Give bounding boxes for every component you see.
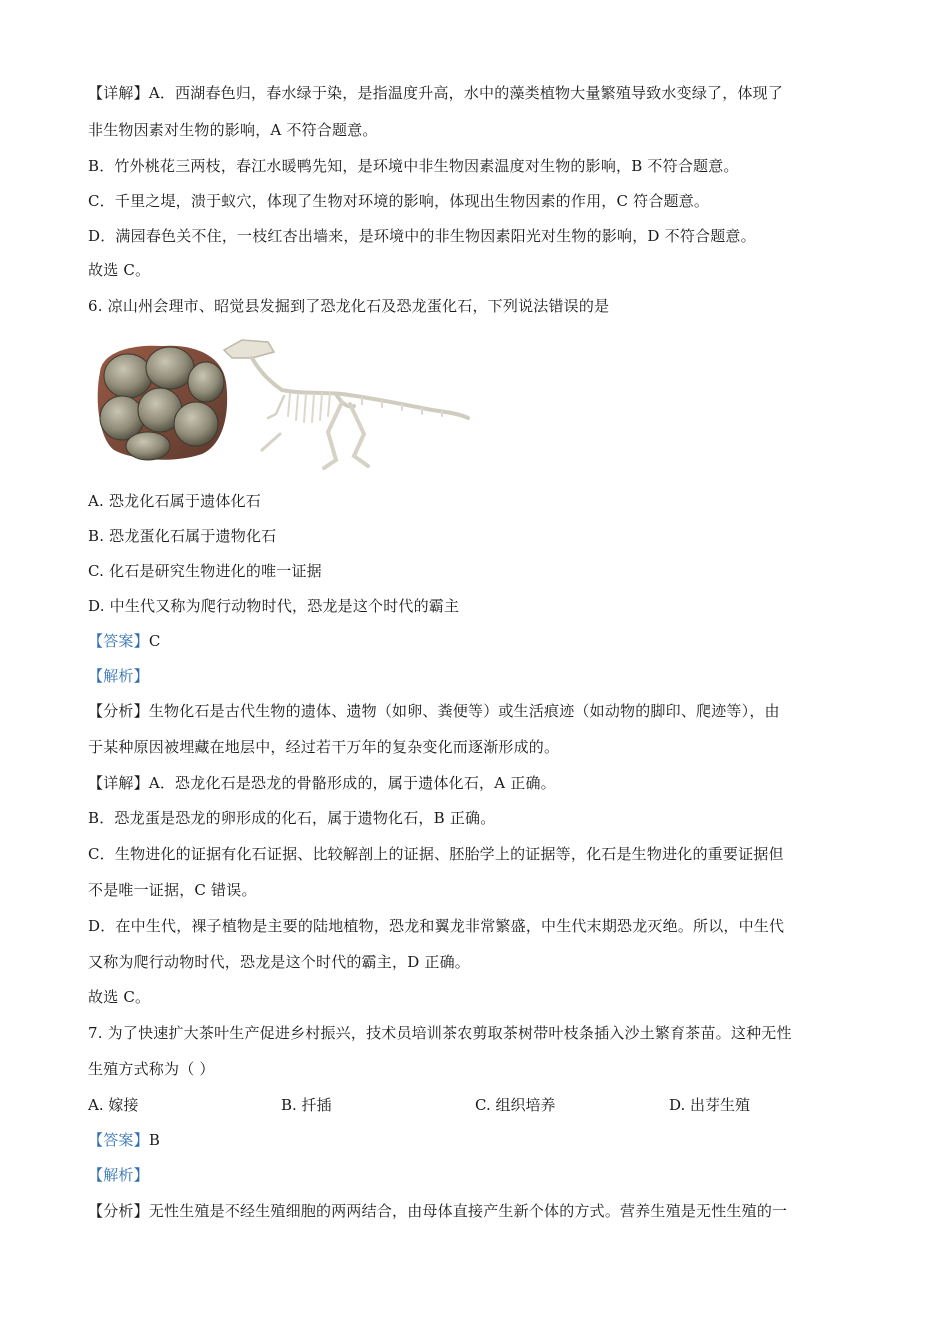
q7-option-a: A. 嫁接 [88,1096,139,1114]
q7-option-b: B. 扦插 [281,1096,332,1114]
q6-detail-d-line-2: 又称为爬行动物时代，恐龙是这个时代的霸主，D 正确。 [88,953,470,971]
q5-conclusion: 故选 C。 [88,261,151,279]
q5-detail-option-c: C．千里之堤，溃于蚁穴，体现了生物对环境的影响，体现出生物因素的作用，C 符合题意。 [88,192,710,210]
q6-option-d: D. 中生代又称为爬行动物时代，恐龙是这个时代的霸主 [88,597,460,615]
answer-value: C [148,632,161,650]
q7-stem-line-2: 生殖方式称为（ ） [88,1060,215,1078]
q6-detail-b: B．恐龙蛋是恐龙的卵形成的化石，属于遗物化石，B 正确。 [88,809,496,827]
q6-option-b: B. 恐龙蛋化石属于遗物化石 [88,527,277,545]
q6-option-c: C. 化石是研究生物进化的唯一证据 [88,562,322,580]
q5-detail-line-1: 【详解】A．西湖春色归，春水绿于染，是指温度升高，水中的藻类植物大量繁殖导致水变绿了，体现了 [88,84,784,102]
q5-detail-option-d: D．满园春色关不住，一枝红杏出墙来，是环境中的非生物因素阳光对生物的影响，D 不符合题意。 [88,227,756,245]
analysis-sub-tag: 【分析】 [88,702,149,720]
q5-detail-line-2: 非生物因素对生物的影响，A 不符合题意。 [88,121,378,139]
analysis-sub-tag: 【分析】 [88,1202,149,1220]
q7-answer [88,1129,160,1150]
answer-tag: 【答案】 [88,1131,149,1149]
q7-analysis-tag: 【解析】 [88,1166,149,1184]
q7-option-d: D. 出芽生殖 [669,1096,751,1114]
q6-detail-c-line-1: C．生物进化的证据有化石证据、比较解剖上的证据、胚胎学上的证据等，化石是生物进化的重要证据但 [88,845,784,863]
answer-tag: 【答案】 [88,632,149,650]
q7-stem-line-1: 7. 为了快速扩大茶叶生产促进乡村振兴，技术员培训茶农剪取茶树带叶枝条插入沙土繁育茶苗。这种无性 [88,1024,792,1042]
answer-value: B [148,1131,161,1149]
q7-analysis-line-1: 【分析】无性生殖是不经生殖细胞的两两结合，由母体直接产生新个体的方式。营养生殖是无性生殖的一 [88,1202,788,1220]
detail-tag: 【详解】 [88,84,149,102]
q6-detail-a: 【详解】A．恐龙化石是恐龙的骨骼形成的，属于遗体化石，A 正确。 [88,774,556,792]
q5-detail-option-b: B．竹外桃花三两枝，春江水暖鸭先知，是环境中非生物因素温度对生物的影响，B 不符合题意。 [88,157,739,175]
q6-detail-c-line-2: 不是唯一证据，C 错误。 [88,881,257,899]
q6-detail-d-line-1: D．在中生代，裸子植物是主要的陆地植物，恐龙和翼龙非常繁盛，中生代末期恐龙灭绝。所以，中生代 [88,917,785,935]
q6-option-a: A. 恐龙化石属于遗体化石 [88,492,261,510]
q6-analysis-line-1: 【分析】生物化石是古代生物的遗体、遗物（如卵、粪便等）或生活痕迹（如动物的脚印、爬迹等），由 [88,702,780,720]
dinosaur-fossil-image [92,332,472,472]
q6-answer [88,630,161,651]
detail-tag: 【详解】 [88,774,149,792]
q7-option-c: C. 组织培养 [475,1096,556,1114]
q6-analysis-line-2: 于某种原因被埋藏在地层中，经过若干万年的复杂变化而逐渐形成的。 [88,738,560,756]
q6-conclusion: 故选 C。 [88,988,151,1006]
q6-stem: 6. 凉山州会理市、昭觉县发掘到了恐龙化石及恐龙蛋化石，下列说法错误的是 [88,297,610,315]
q6-analysis-tag: 【解析】 [88,667,149,685]
